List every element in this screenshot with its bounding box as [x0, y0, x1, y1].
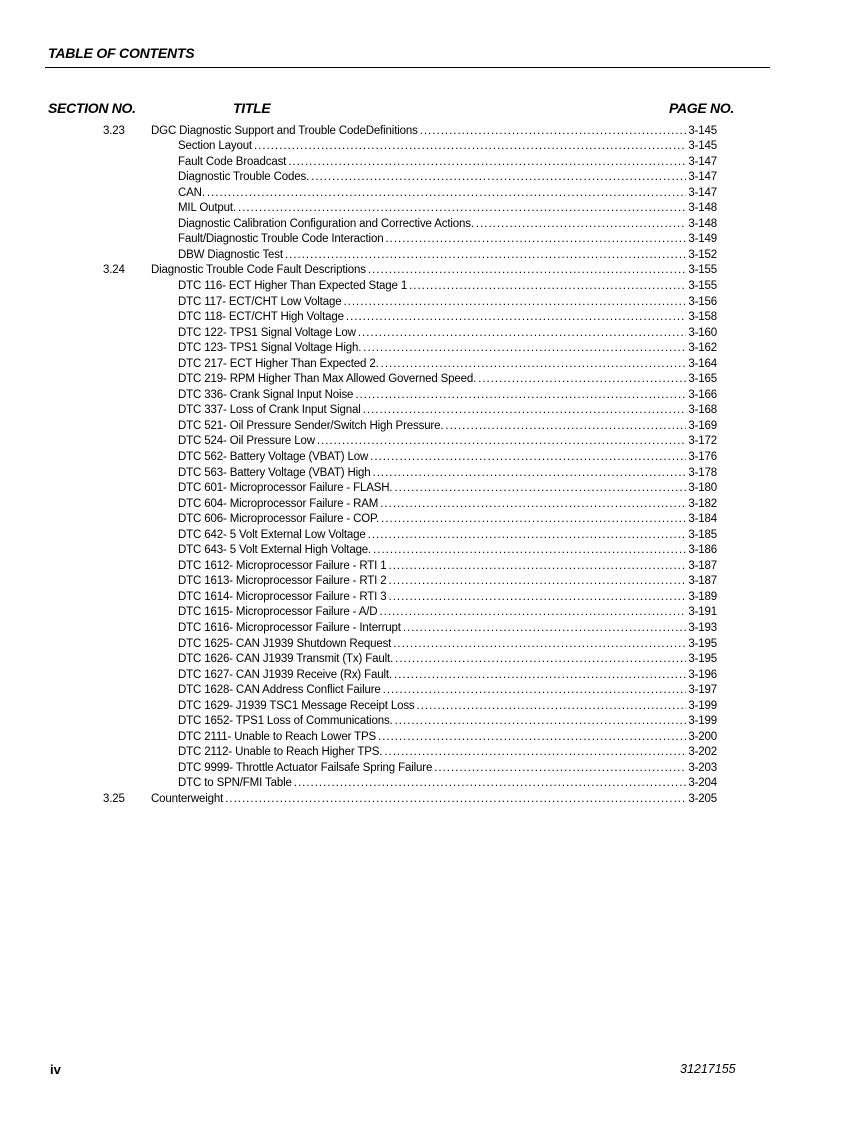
toc-entry-page: 3-182 — [688, 497, 717, 510]
toc-entry-page: 3-155 — [688, 279, 717, 292]
toc-entry-title: DTC 118- ECT/CHT High Voltage — [178, 311, 344, 324]
toc-entry-title: DTC 521- Oil Pressure Sender/Switch High Pressure. — [178, 419, 444, 432]
toc-entry[interactable] — [0, 372, 866, 388]
toc-entry-line — [178, 559, 717, 575]
dot-leader — [420, 124, 687, 140]
toc-entry-line — [178, 730, 717, 746]
toc-list — [0, 124, 866, 808]
dot-leader — [384, 745, 686, 761]
toc-entry-page: 3-169 — [688, 419, 717, 432]
toc-entry-title: Fault/Diagnostic Trouble Code Interaction — [178, 233, 384, 246]
toc-entry[interactable] — [0, 652, 866, 668]
toc-entry-page: 3-199 — [688, 715, 717, 728]
toc-entry-title: Diagnostic Trouble Codes. — [178, 171, 310, 184]
toc-entry[interactable] — [0, 232, 866, 248]
toc-entry-title: Diagnostic Trouble Code Fault Descriptions — [151, 264, 366, 277]
dot-leader — [393, 637, 686, 653]
toc-entry[interactable] — [0, 263, 866, 279]
toc-entry-line — [151, 263, 717, 279]
toc-entry-line — [178, 357, 717, 373]
toc-entry[interactable] — [0, 481, 866, 497]
toc-entry-line — [178, 295, 717, 311]
toc-entry-page: 3-166 — [688, 388, 717, 401]
toc-entry-page: 3-145 — [688, 140, 717, 153]
toc-entry-title: DTC 1652- TPS1 Loss of Communications. — [178, 715, 393, 728]
toc-entry[interactable] — [0, 543, 866, 559]
toc-entry[interactable] — [0, 295, 866, 311]
dot-leader — [238, 201, 686, 217]
toc-entry-line — [178, 248, 717, 264]
toc-entry[interactable] — [0, 403, 866, 419]
toc-entry[interactable] — [0, 155, 866, 171]
toc-entry-page: 3-187 — [688, 575, 717, 588]
column-header-section: SECTION NO. — [48, 100, 136, 116]
dot-leader — [389, 574, 687, 590]
page-title: TABLE OF CONTENTS — [48, 45, 195, 61]
toc-entry-page: 3-152 — [688, 248, 717, 261]
toc-entry-line — [178, 403, 717, 419]
dot-leader — [288, 155, 686, 171]
toc-entry-line — [151, 792, 717, 808]
dot-leader — [381, 512, 686, 528]
toc-entry-title: Section Layout — [178, 140, 252, 153]
toc-entry-title: Fault Code Broadcast — [178, 155, 287, 168]
dot-leader — [346, 310, 686, 326]
toc-entry-line — [178, 621, 717, 637]
toc-entry-title: Diagnostic Calibration Configuration and Corrective Actions. — [178, 217, 474, 230]
dot-leader — [395, 652, 686, 668]
toc-entry-page: 3-155 — [688, 264, 717, 277]
toc-entry-line — [178, 683, 717, 699]
toc-entry[interactable] — [0, 341, 866, 357]
toc-entry-line — [178, 497, 717, 513]
toc-entry-line — [178, 434, 717, 450]
toc-entry-page: 3-185 — [688, 528, 717, 541]
dot-leader — [358, 326, 687, 342]
toc-entry-page: 3-187 — [688, 559, 717, 572]
toc-entry-title: DTC 1629- J1939 TSC1 Message Receipt Loss — [178, 699, 415, 712]
toc-entry-title: DBW Diagnostic Test — [178, 248, 283, 261]
toc-entry[interactable] — [0, 388, 866, 404]
dot-leader — [385, 232, 686, 248]
toc-entry-page: 3-204 — [688, 777, 717, 790]
toc-entry[interactable] — [0, 605, 866, 621]
toc-entry-page: 3-158 — [688, 311, 717, 324]
toc-entry-page: 3-180 — [688, 482, 717, 495]
toc-entry-title: DTC 9999- Throttle Actuator Failsafe Spring Failure — [178, 761, 433, 774]
dot-leader — [378, 730, 686, 746]
toc-entry[interactable] — [0, 528, 866, 544]
toc-entry-page: 3-193 — [688, 622, 717, 634]
toc-entry-title: DTC 1627- CAN J1939 Receive (Rx) Fault. — [178, 668, 393, 681]
toc-entry-line — [178, 232, 717, 248]
dot-leader — [445, 419, 686, 435]
toc-entry-title: DTC 123- TPS1 Signal Voltage High. — [178, 342, 362, 355]
toc-entry[interactable] — [0, 512, 866, 528]
toc-entry[interactable] — [0, 310, 866, 326]
toc-section-number: 3.24 — [103, 264, 125, 277]
dot-leader — [403, 621, 686, 637]
toc-entry-title: DTC 601- Microprocessor Failure - FLASH. — [178, 482, 393, 495]
header-divider — [45, 67, 770, 68]
toc-section-number: 3.25 — [103, 793, 125, 806]
toc-section-number: 3.23 — [103, 124, 125, 137]
toc-entry-title: DTC to SPN/FMI Table — [178, 777, 292, 790]
toc-entry-title: MIL Output. — [178, 202, 237, 215]
toc-entry-line — [178, 326, 717, 342]
toc-entry-page: 3-176 — [688, 450, 717, 463]
dot-leader — [355, 388, 686, 404]
toc-entry-page: 3-164 — [688, 357, 717, 370]
dot-leader — [395, 714, 687, 730]
toc-entry[interactable] — [0, 186, 866, 202]
toc-entry[interactable] — [0, 668, 866, 684]
toc-entry-title: DTC 1614- Microprocessor Failure - RTI 3 — [178, 590, 387, 603]
dot-leader — [363, 403, 687, 419]
toc-entry-line — [178, 450, 717, 466]
toc-entry-title: DTC 563- Battery Voltage (VBAT) High — [178, 466, 371, 479]
toc-entry-page: 3-147 — [688, 155, 717, 168]
toc-entry-line — [178, 155, 717, 171]
toc-entry-page: 3-160 — [688, 326, 717, 339]
toc-entry[interactable] — [0, 730, 866, 746]
toc-entry-line — [178, 512, 717, 528]
toc-entry-page: 3-148 — [688, 217, 717, 230]
toc-entry-title: DTC 116- ECT Higher Than Expected Stage 1 — [178, 279, 408, 292]
toc-entry-title: DTC 337- Loss of Crank Input Signal — [178, 404, 361, 417]
toc-entry-page: 3-149 — [688, 233, 717, 246]
toc-entry[interactable] — [0, 699, 866, 715]
toc-entry[interactable] — [0, 792, 866, 808]
dot-leader — [394, 481, 686, 497]
toc-entry-line — [178, 419, 717, 435]
toc-entry-line — [178, 699, 717, 715]
column-header-page: PAGE NO. — [669, 100, 735, 116]
dot-leader — [476, 217, 686, 233]
toc-entry-line — [178, 481, 717, 497]
toc-entry[interactable] — [0, 574, 866, 590]
toc-entry-line — [178, 201, 717, 217]
toc-entry-page: 3-189 — [688, 590, 717, 603]
dot-leader — [294, 776, 687, 792]
toc-entry-line — [178, 543, 717, 559]
toc-entry-title: Counterweight — [151, 793, 224, 806]
toc-entry[interactable] — [0, 357, 866, 373]
toc-entry-line — [178, 590, 717, 606]
toc-entry-page: 3-196 — [688, 668, 717, 681]
toc-entry-page: 3-203 — [688, 761, 717, 774]
toc-entry[interactable] — [0, 621, 866, 637]
toc-entry-page: 3-147 — [688, 171, 717, 184]
toc-entry-page: 3-156 — [688, 295, 717, 308]
dot-leader — [383, 683, 687, 699]
dot-leader — [225, 792, 686, 808]
toc-entry[interactable] — [0, 419, 866, 435]
toc-entry-page: 3-200 — [688, 730, 717, 743]
toc-entry-title: DTC 336- Crank Signal Input Noise — [178, 388, 354, 401]
toc-entry-title: DTC 642- 5 Volt External Low Voltage — [178, 528, 366, 541]
toc-entry-title: DTC 117- ECT/CHT Low Voltage — [178, 295, 342, 308]
dot-leader — [373, 466, 687, 482]
toc-entry-page: 3-145 — [688, 124, 717, 137]
toc-entry-line — [178, 372, 717, 388]
toc-entry[interactable] — [0, 326, 866, 342]
toc-entry-page: 3-168 — [688, 404, 717, 417]
toc-entry[interactable] — [0, 683, 866, 699]
toc-entry[interactable] — [0, 637, 866, 653]
toc-entry-line — [178, 279, 717, 295]
toc-entry-page: 3-172 — [688, 435, 717, 448]
toc-entry-line — [178, 528, 717, 544]
toc-entry[interactable] — [0, 590, 866, 606]
dot-leader — [363, 341, 686, 357]
toc-entry-line — [178, 574, 717, 590]
toc-entry-page: 3-165 — [688, 373, 717, 386]
toc-entry-line — [178, 637, 717, 653]
toc-entry[interactable] — [0, 248, 866, 264]
toc-entry-line — [178, 466, 717, 482]
toc-entry-line — [178, 714, 717, 730]
toc-entry-title: DTC 2111- Unable to Reach Lower TPS — [178, 730, 377, 743]
toc-entry-line — [178, 388, 717, 404]
toc-entry[interactable] — [0, 434, 866, 450]
toc-entry-page: 3-162 — [688, 342, 717, 355]
toc-entry-title: DTC 524- Oil Pressure Low — [178, 435, 315, 448]
dot-leader — [370, 450, 686, 466]
dot-leader — [368, 528, 687, 544]
toc-entry-line — [178, 668, 717, 684]
dot-leader — [311, 170, 686, 186]
toc-entry-page: 3-191 — [688, 606, 717, 619]
toc-entry[interactable] — [0, 279, 866, 295]
toc-entry-title: DTC 604- Microprocessor Failure - RAM — [178, 497, 379, 510]
toc-entry-line — [178, 139, 717, 155]
dot-leader — [343, 295, 686, 311]
dot-leader — [379, 605, 686, 621]
toc-entry-line — [178, 170, 717, 186]
toc-entry[interactable] — [0, 559, 866, 575]
dot-leader — [317, 434, 686, 450]
toc-entry-line — [178, 341, 717, 357]
toc-entry[interactable] — [0, 776, 866, 792]
toc-entry-page: 3-184 — [688, 513, 717, 526]
toc-entry[interactable] — [0, 201, 866, 217]
toc-entry-page: 3-202 — [688, 746, 717, 759]
toc-entry-line — [178, 761, 717, 777]
toc-entry-page: 3-178 — [688, 466, 717, 479]
dot-leader — [254, 139, 686, 155]
toc-entry-title: DTC 1625- CAN J1939 Shutdown Request — [178, 637, 392, 650]
toc-entry-page: 3-186 — [688, 544, 717, 557]
dot-leader — [478, 372, 686, 388]
toc-entry-line — [151, 124, 717, 140]
dot-leader — [368, 263, 686, 279]
toc-entry[interactable] — [0, 745, 866, 761]
toc-entry-page: 3-197 — [688, 684, 717, 697]
dot-leader — [389, 559, 687, 575]
toc-entry-title: DTC 1615- Microprocessor Failure - A/D — [178, 606, 378, 619]
toc-entry-title: DTC 1628- CAN Address Conflict Failure — [178, 684, 381, 697]
toc-entry-page: 3-147 — [688, 186, 717, 199]
toc-entry-page: 3-199 — [688, 699, 717, 712]
toc-entry[interactable] — [0, 497, 866, 513]
toc-entry-title: DTC 122- TPS1 Signal Voltage Low — [178, 326, 356, 339]
toc-entry-title: CAN. — [178, 186, 205, 199]
toc-entry-line — [178, 745, 717, 761]
toc-entry-page: 3-148 — [688, 202, 717, 215]
dot-leader — [207, 186, 686, 202]
toc-entry-title: DTC 2112- Unable to Reach Higher TPS. — [178, 746, 383, 759]
toc-entry-title: DGC Diagnostic Support and Trouble CodeDefinitions — [151, 124, 418, 137]
toc-entry[interactable] — [0, 714, 866, 730]
dot-leader — [409, 279, 686, 295]
column-header-title: TITLE — [233, 100, 271, 116]
toc-entry-page: 3-205 — [688, 793, 717, 806]
toc-entry[interactable] — [0, 466, 866, 482]
footer-page-label: iv — [50, 1062, 61, 1077]
toc-entry-title: DTC 1626- CAN J1939 Transmit (Tx) Fault. — [178, 653, 394, 666]
toc-entry-page: 3-195 — [688, 637, 717, 650]
toc-entry[interactable] — [0, 217, 866, 233]
dot-leader — [285, 248, 686, 264]
toc-entry-page: 3-195 — [688, 653, 717, 666]
toc-entry-line — [178, 605, 717, 621]
toc-entry[interactable] — [0, 170, 866, 186]
toc-entry[interactable] — [0, 139, 866, 155]
dot-leader — [434, 761, 686, 777]
toc-entry-title: DTC 1613- Microprocessor Failure - RTI 2 — [178, 575, 387, 588]
toc-entry-title: DTC 562- Battery Voltage (VBAT) Low — [178, 450, 369, 463]
dot-leader — [394, 668, 686, 684]
toc-entry-title: DTC 1616- Microprocessor Failure - Interrupt — [178, 622, 401, 634]
toc-entry-line — [178, 186, 717, 202]
footer-doc-number: 31217155 — [680, 1062, 736, 1076]
toc-entry-title: DTC 217- ECT Higher Than Expected 2. — [178, 357, 379, 370]
toc-entry-title: DTC 1612- Microprocessor Failure - RTI 1 — [178, 559, 387, 572]
dot-leader — [373, 543, 686, 559]
toc-entry-line — [178, 310, 717, 326]
toc-entry-line — [178, 217, 717, 233]
dot-leader — [417, 699, 687, 715]
dot-leader — [389, 590, 687, 606]
toc-entry-title: DTC 606- Microprocessor Failure - COP. — [178, 513, 380, 526]
dot-leader — [381, 357, 687, 373]
toc-entry-line — [178, 652, 717, 668]
toc-entry[interactable] — [0, 761, 866, 777]
toc-entry-title: DTC 643- 5 Volt External High Voltage. — [178, 544, 372, 557]
toc-entry[interactable] — [0, 450, 866, 466]
toc-entry-line — [178, 776, 717, 792]
toc-entry-title: DTC 219- RPM Higher Than Max Allowed Governed Speed. — [178, 373, 477, 386]
dot-leader — [380, 497, 686, 513]
toc-entry[interactable] — [0, 124, 866, 140]
